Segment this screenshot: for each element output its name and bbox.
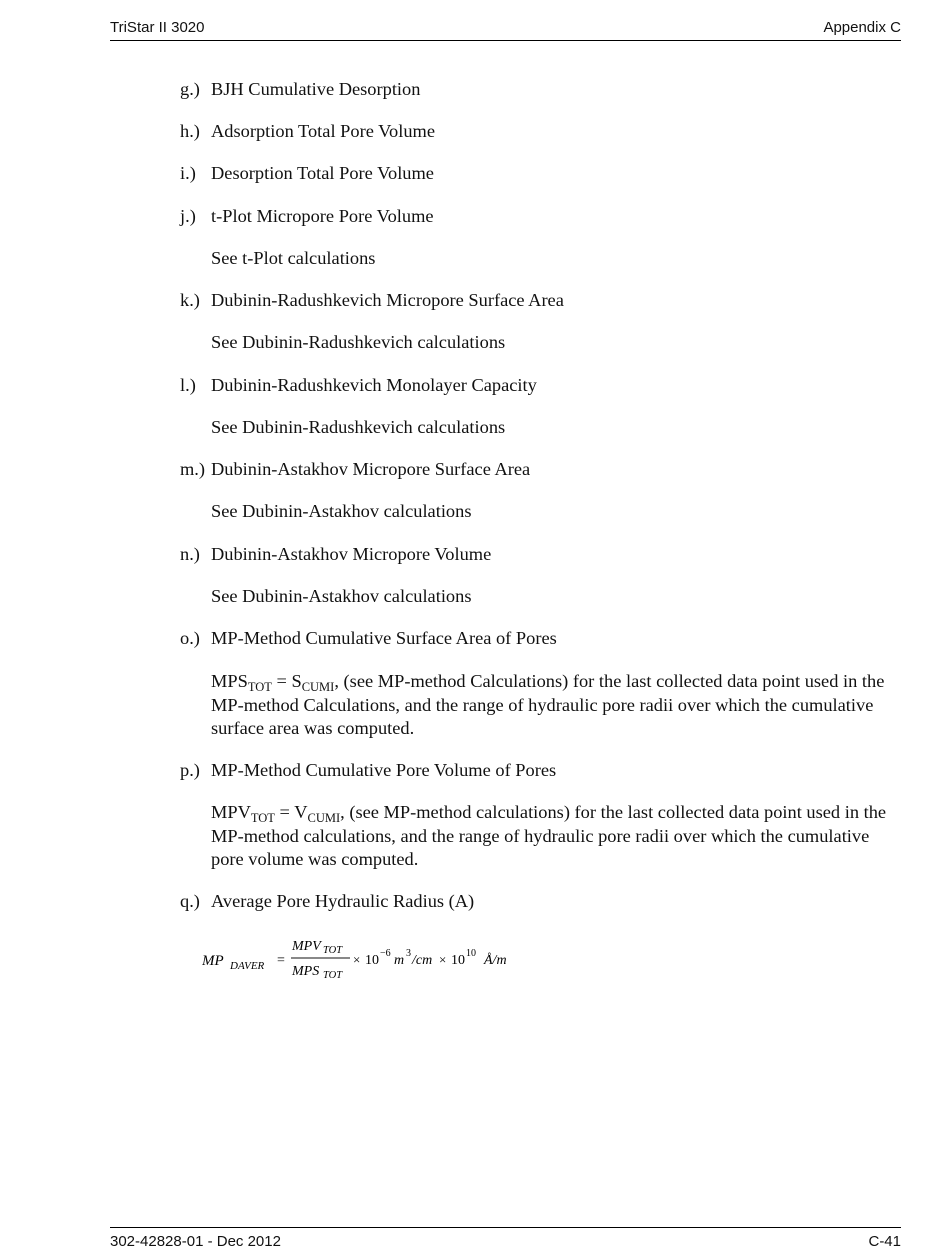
item-label: g.) xyxy=(180,79,200,99)
item-note-text: See Dubinin-Radushkevich calculations xyxy=(211,332,506,352)
hydraulic-radius-formula xyxy=(202,936,542,984)
item-title: Dubinin-Radushkevich Monolayer Capacity xyxy=(211,375,537,395)
item-title: Dubinin-Astakhov Micropore Surface Area xyxy=(211,459,531,479)
item-label: j.) xyxy=(180,206,196,226)
formula-equals: = xyxy=(277,953,285,968)
item-title: MP-Method Cumulative Surface Area of Pores xyxy=(211,628,557,648)
item-note-text: See Dubinin-Astakhov calculations xyxy=(211,501,472,521)
footer-doc-number: 302-42828-01 - Dec 2012 xyxy=(110,1233,281,1250)
formula-lhs-subscript: DAVER xyxy=(230,960,265,972)
equation-text: = V xyxy=(274,802,308,822)
paragraph-line xyxy=(211,670,901,694)
item-title: BJH Cumulative Desorption xyxy=(211,79,421,99)
item-label: p.) xyxy=(180,760,200,780)
paragraph-line xyxy=(211,801,901,825)
page-header xyxy=(110,18,901,41)
item-note-text: See Dubinin-Radushkevich calculations xyxy=(211,417,506,437)
item-title: Adsorption Total Pore Volume xyxy=(211,121,435,141)
item-label: q.) xyxy=(180,891,200,911)
paragraph-line: surface area was computed. xyxy=(211,718,415,738)
formula-exponent: 10 xyxy=(466,948,476,959)
formula-unit: Å/m xyxy=(484,953,507,968)
item-title: Desorption Total Pore Volume xyxy=(211,163,434,183)
formula-numerator: MPV xyxy=(292,939,321,954)
item-note-text: See t-Plot calculations xyxy=(211,248,376,268)
formula-exponent: −6 xyxy=(380,948,391,959)
item-paragraph xyxy=(211,670,901,741)
symbol-subscript: CUMI xyxy=(301,680,335,694)
item-label: l.) xyxy=(180,375,196,395)
symbol-subscript: TOT xyxy=(247,680,272,694)
formula-unit-rest: /cm xyxy=(412,953,433,968)
item-title: Dubinin-Radushkevich Micropore Surface Area xyxy=(211,290,564,310)
item-paragraph xyxy=(211,801,901,872)
paragraph-line: MP-method Calculations, and the range of hydraulic pore radii over which the cumulative xyxy=(211,694,874,715)
item-label: k.) xyxy=(180,290,200,310)
item-label: o.) xyxy=(180,628,200,648)
formula-unit-exponent: 3 xyxy=(406,948,411,959)
formula-denominator-subscript: TOT xyxy=(323,970,343,981)
formula-numerator-subscript: TOT xyxy=(323,945,343,956)
item-title: Average Pore Hydraulic Radius (A) xyxy=(211,891,475,911)
symbol-mps: MPS xyxy=(211,671,248,691)
formula-lhs: MP xyxy=(202,953,224,969)
page-footer xyxy=(110,1227,901,1252)
item-label: m.) xyxy=(180,459,206,479)
paragraph-line: pore volume was computed. xyxy=(211,849,419,869)
item-label: i.) xyxy=(180,163,196,183)
paragraph-line: MP-method calculations, and the range of hydraulic pore radii over which the cumulative xyxy=(211,825,870,846)
symbol-subscript: CUMI xyxy=(307,811,341,825)
formula-unit: m xyxy=(394,953,405,968)
footer-page-number: C-41 xyxy=(868,1233,901,1250)
formula-denominator: MPS xyxy=(292,964,320,979)
formula-base: 10 xyxy=(451,953,465,968)
item-title: MP-Method Cumulative Pore Volume of Pores xyxy=(211,760,557,780)
symbol-subscript: TOT xyxy=(250,811,275,825)
item-title: Dubinin-Astakhov Micropore Volume xyxy=(211,544,492,564)
equation-text: = S xyxy=(271,671,302,691)
item-note-text: See Dubinin-Astakhov calculations xyxy=(211,586,472,606)
times-sign: × xyxy=(353,952,361,967)
paragraph-text: , (see MP-method Calculations) for the last collected data point used in the xyxy=(334,671,885,691)
header-title: TriStar II 3020 xyxy=(110,19,205,36)
item-label: h.) xyxy=(180,121,200,141)
item-title: t-Plot Micropore Pore Volume xyxy=(211,206,434,226)
formula-base: 10 xyxy=(365,953,379,968)
times-sign: × xyxy=(439,952,447,967)
symbol-mpv: MPV xyxy=(211,802,251,822)
item-label: n.) xyxy=(180,544,200,564)
header-section: Appendix C xyxy=(823,19,901,36)
paragraph-text: , (see MP-method calculations) for the last collected data point used in the xyxy=(340,802,887,822)
